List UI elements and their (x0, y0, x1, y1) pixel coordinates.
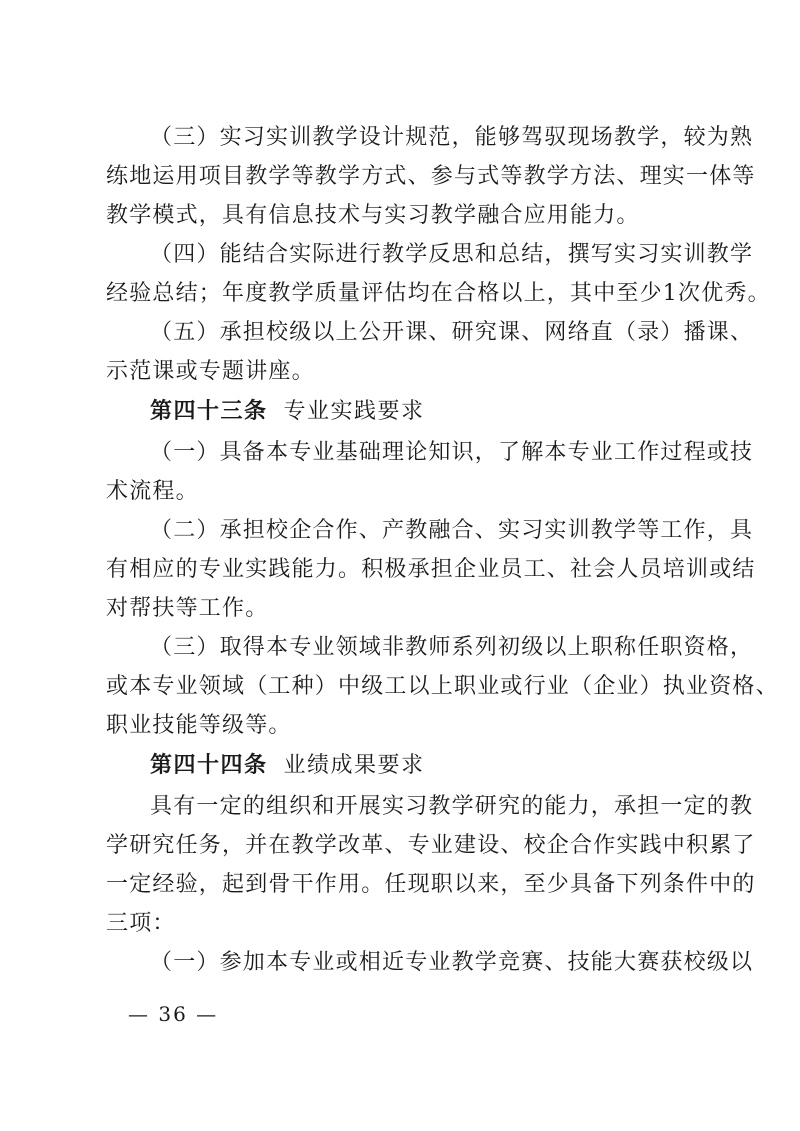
paragraph-line: 有相应的专业实践能力。积极承担企业员工、社会人员培训或结 (106, 557, 756, 582)
article-number: 第四十三条 (150, 399, 268, 424)
article-heading (150, 751, 696, 781)
paragraph-line: 经验总结；年度教学质量评估均在合格以上，其中至少1次优秀。 (106, 281, 771, 306)
paragraph-line: （四）能结合实际进行教学反思和总结，撰写实习实训教学 (150, 242, 754, 267)
paragraph-line: 教学模式，具有信息技术与实习教学融合应用能力。 (106, 203, 640, 228)
paragraph-line: 或本专业领域（工种）中级工以上职业或行业（企业）执业资格、 (106, 674, 779, 699)
paragraph-line: （一）具备本专业基础理论知识，了解本专业工作过程或技 (150, 440, 754, 465)
paragraph-line: 具有一定的组织和开展实习教学研究的能力，承担一定的教 (150, 794, 754, 819)
paragraph-line: 示范课或专题讲座。 (106, 359, 315, 384)
paragraph-line: （一）参加本专业或相近专业教学竞赛、技能大赛获校级以 (150, 950, 754, 975)
paragraph-line: 练地运用项目教学等教学方式、参与式等教学方法、理实一体等 (106, 164, 756, 189)
paragraph-line: 学研究任务，并在教学改革、专业建设、校企合作实践中积累了 (106, 833, 756, 858)
article-heading (150, 397, 696, 427)
paragraph-line: （五）承担校级以上公开课、研究课、网络直（录）播课、 (150, 320, 754, 345)
paragraph-line: 术流程。 (106, 479, 199, 504)
article-title: 业绩成果要求 (283, 753, 425, 778)
paragraph-line: 三项： (106, 911, 176, 936)
paragraph-line: （三）实习实训教学设计规范，能够驾驭现场教学，较为熟 (150, 125, 754, 150)
paragraph-line: 职业技能等级等。 (106, 713, 292, 738)
paragraph-line: 对帮扶等工作。 (106, 596, 269, 621)
article-number: 第四十四条 (150, 753, 268, 778)
article-title: 专业实践要求 (283, 399, 425, 424)
paragraph-line: （二）承担校企合作、产教融合、实习实训教学等工作，具 (150, 518, 754, 543)
paragraph-line: 一定经验，起到骨干作用。任现职以来，至少具备下列条件中的 (106, 872, 756, 897)
paragraph-line: （三）取得本专业领域非教师系列初级以上职称任职资格， (150, 635, 754, 660)
page-number: — 36 — (128, 1002, 219, 1026)
